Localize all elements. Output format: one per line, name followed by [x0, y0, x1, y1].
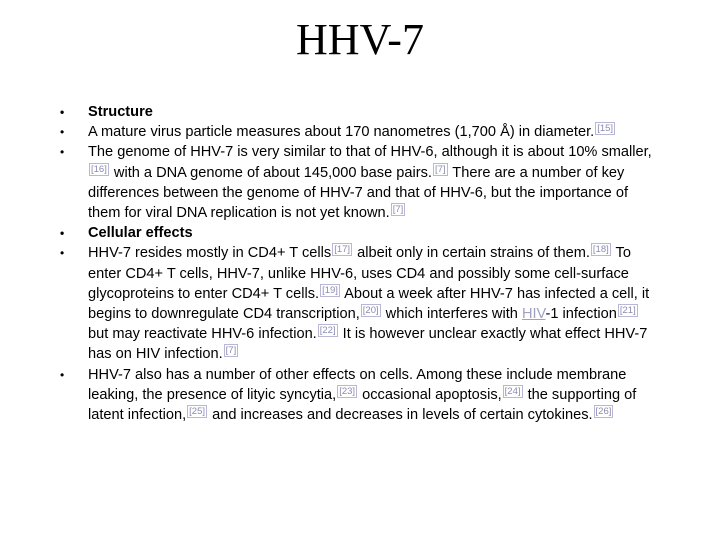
bullet-text: The genome of HHV-7 is very similar to that of HHV-6, although it is about 10% smaller, — [88, 144, 652, 161]
citation-link[interactable]: [18] — [592, 244, 609, 256]
bullet-text: -1 infection — [545, 306, 617, 323]
bullet-text: A mature virus particle measures about 170 nanometres (1,700 Å) in diameter. — [88, 124, 595, 141]
bullet-text: the supporting of latent infection, — [88, 386, 637, 424]
citation-link[interactable]: [21] — [619, 305, 636, 317]
citation-link[interactable]: [23] — [339, 385, 356, 397]
bullet-text: HHV-7 also has a number of other effects on cells. Among these include membrane leaking, the presence of lityic syncytia, — [88, 366, 627, 403]
bullet-text: with a DNA genome of about 145,000 base pairs. — [109, 164, 432, 181]
citation-link[interactable]: [20] — [362, 305, 379, 317]
citation-link[interactable]: [25] — [189, 406, 206, 418]
bullet-text: There are a number of key differences between the genome of HHV-7 and that of HHV-6, but the importance of them for viral DNA replication is not yet known. — [88, 164, 629, 222]
citation-link[interactable]: [16] — [91, 163, 107, 175]
bullet-text: which interferes with — [381, 306, 522, 323]
citation-link[interactable]: [7] — [392, 204, 404, 216]
bullet-text: HHV-7 resides mostly in CD4+ T cells — [88, 245, 332, 262]
bullet-cd4 — [60, 243, 660, 364]
bullet-cellular-effects-heading — [60, 223, 660, 243]
bullet-text: and increases and decreases in levels of certain cytokines. — [208, 407, 593, 424]
heading-text: Cellular effects — [88, 225, 193, 242]
citation-link[interactable]: [17] — [334, 244, 351, 256]
bullet-text: albeit only in certain strains of them. — [353, 245, 590, 262]
citation-link[interactable]: [7] — [434, 163, 446, 175]
citation-link[interactable]: [15] — [597, 123, 614, 135]
heading-text: Structure — [88, 104, 153, 120]
bullet-text: About a week after HHV-7 has infected a cell, it begins to downregulate CD4 transcription, — [88, 285, 650, 323]
hiv-link[interactable]: HIV — [521, 306, 546, 323]
citation-link[interactable]: [26] — [595, 406, 612, 418]
bullet-particle-size — [60, 122, 660, 142]
bullet-text: but may reactivate HHV-6 infection. — [88, 326, 317, 343]
citation-link[interactable]: [24] — [504, 385, 521, 397]
bullet-structure-heading — [60, 102, 660, 122]
bullet-list — [60, 102, 660, 425]
bullet-text: To enter CD4+ T cells, HHV-7, unlike HHV-6, uses CD4 and possibly some cell-surface glycoproteins to enter CD4+ T cells. — [88, 245, 631, 302]
bullet-text: It is however unclear exactly what effect HHV-7 has on HIV infection. — [88, 326, 648, 363]
slide-title: HHV-7 — [296, 15, 424, 64]
citation-link[interactable]: [19] — [322, 284, 338, 296]
bullet-genome — [60, 142, 660, 223]
bullet-other-effects — [60, 365, 660, 426]
citation-link[interactable]: [7] — [225, 345, 237, 357]
bullet-text: occasional apoptosis, — [358, 386, 502, 403]
citation-link[interactable]: [22] — [319, 325, 336, 337]
